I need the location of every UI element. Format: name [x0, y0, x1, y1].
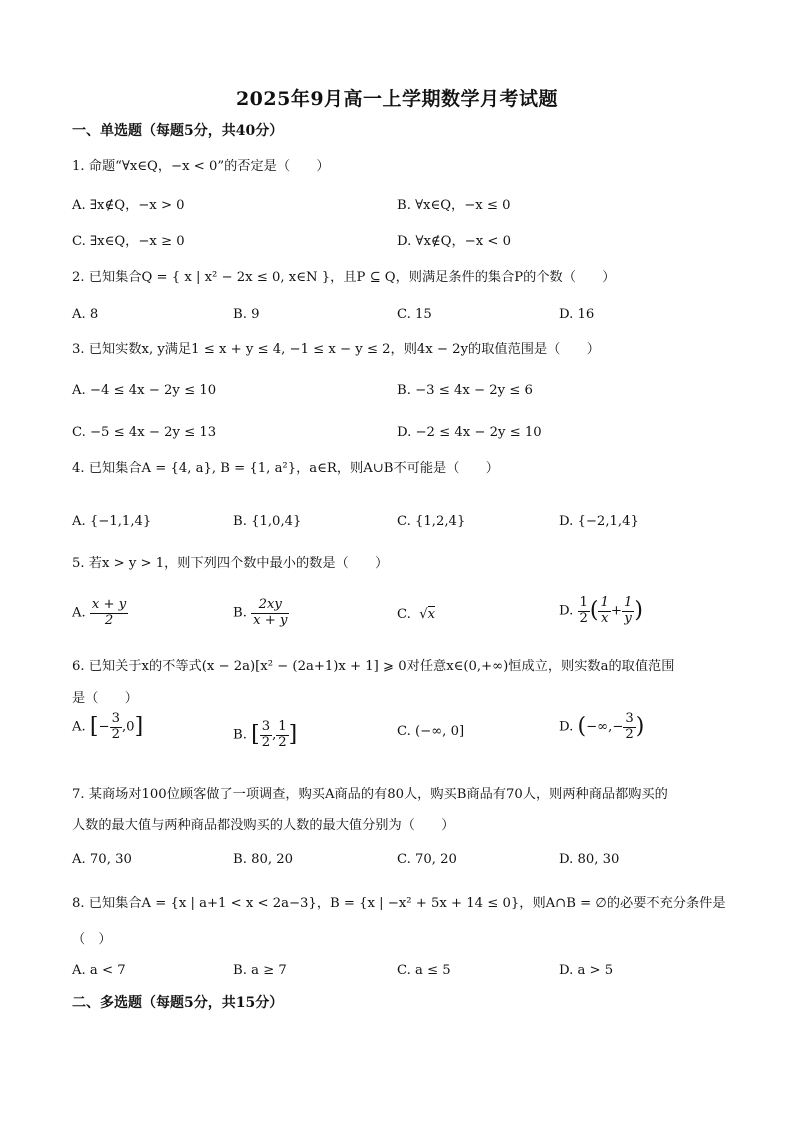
question-3-option-a: A. −4 ≤ 4x − 2y ≤ 10 [72, 383, 217, 398]
question-5-option-a-label: A. [72, 605, 86, 621]
question-7-stem: 7. 某商场对100位顾客做了一项调查，购买A商品的有80人，购买B商品有70人，则两种商品都购买的 [72, 787, 668, 802]
fraction-1-over-2: $\frac{1}{2}$ [278, 719, 287, 750]
fraction-1-over-y: $\frac{1}{y}$ [623, 595, 633, 626]
question-5-option-c-label: C. [397, 607, 411, 622]
question-6-option-a-label: A. [72, 719, 86, 735]
question-7-option-a: A. 70, 30 [72, 852, 132, 867]
section-multiple-choice-heading: 二、多选题（每题5分，共15分） [72, 995, 284, 1011]
question-4-stem: 4. 已知集合A = {4, a}, B = {1, a²}，a∈R，则A∪B不可能是（ ） [72, 461, 499, 476]
question-2-option-d: D. 16 [559, 307, 595, 322]
question-8-option-d: D. a > 5 [559, 963, 614, 978]
question-3-stem: 3. 已知实数x, y满足1 ≤ x + y ≤ 4, −1 ≤ x − y ≤ 2，则4x − 2y的取值范围是（ ） [72, 342, 600, 357]
question-7-option-d: D. 80, 30 [559, 852, 620, 867]
question-4-option-d: D. {−2,1,4} [559, 514, 639, 529]
question-2-option-a: A. 8 [72, 307, 99, 322]
fraction-2xy-over-x-plus-y: $\frac{2xy}{x + y}$ [253, 597, 288, 628]
question-6-stem: 6. 已知关于x的不等式(x − 2a)[x² − (2a+1)x + 1] ⩾ 0对任意x∈(0,+∞)恒成立，则实数a的取值范围 [72, 659, 675, 674]
question-8-stem-continued: （ ） [72, 932, 112, 947]
question-1-option-a: A. ∃x∉Q，−x > 0 [72, 198, 185, 213]
question-6-option-b-label: B. [233, 727, 247, 743]
question-5-stem: 5. 若x > y > 1，则下列四个数中最小的数是（ ） [72, 556, 389, 571]
question-7-option-b: B. 80, 20 [233, 852, 294, 867]
question-5-option-d: D. $\frac{1}{2}$ ( $\frac{1}{x}$ + $\frac{1}{y}$ ) [559, 595, 643, 626]
question-3-option-c: C. −5 ≤ 4x − 2y ≤ 13 [72, 425, 217, 440]
question-1-option-d: D. ∀x∉Q，−x < 0 [397, 234, 511, 249]
question-6-stem-continued: 是（ ） [72, 691, 138, 706]
question-8-option-c: C. a ≤ 5 [397, 963, 451, 978]
exam-title: 2025年9月高一上学期数学月考试题 [235, 88, 559, 110]
question-4-option-a: A. {−1,1,4} [72, 514, 152, 529]
question-5-option-a [72, 598, 128, 628]
question-6-option-c: C. (−∞, 0] [397, 724, 465, 739]
question-1-stem: 1. 命题“∀x∈Q，−x < 0”的否定是（ ） [72, 159, 330, 174]
question-2-option-b: B. 9 [233, 307, 260, 322]
fraction-one-half: $\frac{1}{2}$ [579, 595, 588, 626]
sqrt-x: √x [415, 607, 436, 622]
question-8-stem: 8. 已知集合A = {x | a+1 < x < 2a−3}，B = {x | −x² + 5x + 14 ≤ 0}，则A∩B = ∅的必要不充分条件是 [72, 896, 726, 911]
question-1-option-c: C. ∃x∈Q，−x ≥ 0 [72, 234, 185, 249]
question-6-option-d: D. (−∞,− $\frac{3}{2}$ ) [559, 711, 645, 742]
question-2-option-c: C. 15 [397, 307, 432, 322]
question-3-option-d: D. −2 ≤ 4x − 2y ≤ 10 [397, 425, 542, 440]
question-7-option-c: C. 70, 20 [397, 852, 457, 867]
question-5-option-b-label: B. [233, 605, 247, 621]
question-5-option-b [233, 598, 289, 628]
question-6-option-d-label: D. [559, 719, 574, 735]
question-8-option-a: A. a < 7 [72, 963, 126, 978]
question-1-option-b: B. ∀x∈Q，−x ≤ 0 [397, 198, 511, 213]
question-6-option-a: A. [− $\frac{3}{2}$ ,0] [72, 711, 144, 742]
fraction-1-over-x: $\frac{1}{x}$ [600, 595, 609, 626]
section-single-choice-heading: 一、单选题（每题5分，共40分） [72, 123, 284, 139]
fraction-3-over-2: $\frac{3}{2}$ [111, 711, 120, 742]
fraction-3-over-2: $\frac{3}{2}$ [261, 719, 271, 750]
question-3-option-b: B. −3 ≤ 4x − 2y ≤ 6 [397, 383, 533, 398]
question-4-option-b: B. {1,0,4} [233, 514, 302, 529]
question-5-option-d-label: D. [559, 603, 574, 619]
question-4-option-c: C. {1,2,4} [397, 514, 466, 529]
fraction-x-plus-y-over-2: $\frac{x + y}{2}$ [91, 597, 127, 628]
question-6-option-b: B. [ $\frac{3}{2}$ , $\frac{1}{2}$ ] [233, 719, 298, 750]
question-8-option-b: B. a ≥ 7 [233, 963, 287, 978]
question-2-stem: 2. 已知集合Q = { x | x² − 2x ≤ 0, x∈N }，且P ⊆ Q，则满足条件的集合P的个数（ ） [72, 270, 616, 285]
question-7-stem-continued: 人数的最大值与两种商品都没购买的人数的最大值分别为（ ） [72, 818, 455, 833]
fraction-3-over-2: $\frac{3}{2}$ [625, 711, 634, 742]
question-5-option-c [397, 608, 435, 621]
